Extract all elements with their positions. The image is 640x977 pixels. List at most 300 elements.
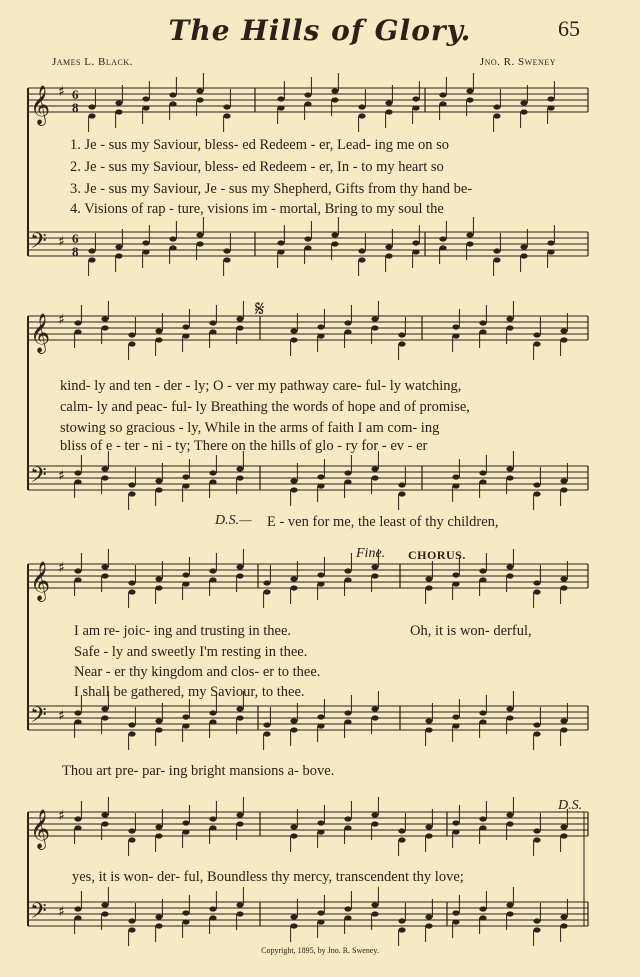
note-head: [412, 96, 419, 101]
note-head: [236, 466, 243, 471]
note-head: [128, 918, 135, 923]
note-head: [547, 105, 554, 110]
note-head: [452, 723, 459, 728]
note-head: [479, 577, 486, 582]
note-head: [344, 816, 351, 821]
note-head: [452, 714, 459, 719]
treble-clef: 𝄞: [30, 809, 51, 849]
note-head: [466, 241, 473, 246]
note-head: [452, 483, 459, 488]
note-head: [182, 333, 189, 338]
note-head: [358, 104, 365, 109]
lyric-line: 3. Je - sus my Saviour, Je - sus my Shepherd, Gifts from thy hand be-: [70, 181, 473, 197]
ds-lyric: E - ven for me, the least of thy children,: [267, 514, 499, 530]
page-number: 65: [558, 16, 580, 41]
note-head: [560, 824, 567, 829]
note-head: [236, 902, 243, 907]
note-head: [385, 109, 392, 114]
note-head: [452, 919, 459, 924]
note-head: [560, 914, 567, 919]
note-head: [398, 918, 405, 923]
note-head: [236, 325, 243, 330]
note-head: [169, 101, 176, 106]
note-head: [169, 92, 176, 97]
note-head: [115, 253, 122, 258]
note-head: [317, 572, 324, 577]
treble-clef: 𝄞: [30, 85, 51, 125]
lyric-line: yes, it is won- der- ful, Boundless thy mercy, transcendent thy love;: [72, 869, 464, 885]
note-head: [371, 715, 378, 720]
note-head: [358, 248, 365, 253]
note-head: [560, 718, 567, 723]
note-head: [155, 923, 162, 928]
note-head: [182, 581, 189, 586]
note-head: [263, 580, 270, 585]
note-head: [88, 113, 95, 118]
note-head: [439, 101, 446, 106]
note-head: [101, 325, 108, 330]
note-head: [182, 324, 189, 329]
ds-marker: D.S.—: [215, 513, 252, 528]
ds-end-marker: D.S.: [558, 798, 583, 813]
note-head: [74, 577, 81, 582]
note-head: [479, 915, 486, 920]
note-head: [209, 470, 216, 475]
note-head: [304, 92, 311, 97]
note-head: [412, 249, 419, 254]
note-head: [506, 706, 513, 711]
time-signature: 6: [72, 231, 79, 246]
note-head: [74, 710, 81, 715]
note-head: [520, 244, 527, 249]
note-head: [88, 257, 95, 262]
note-head: [155, 487, 162, 492]
note-head: [169, 236, 176, 241]
lyric-line: Safe - ly and sweetly I'm resting in thee.: [74, 644, 308, 660]
note-head: [236, 715, 243, 720]
note-head: [155, 585, 162, 590]
note-head: [385, 100, 392, 105]
note-head: [425, 718, 432, 723]
note-head: [371, 812, 378, 817]
note-head: [371, 902, 378, 907]
note-head: [128, 580, 135, 585]
chorus-lyric: Oh, it is won- derful,: [410, 623, 532, 639]
note-head: [155, 727, 162, 732]
note-head: [317, 324, 324, 329]
note-head: [371, 706, 378, 711]
note-head: [223, 248, 230, 253]
note-head: [317, 919, 324, 924]
note-head: [304, 101, 311, 106]
bass-lyric: Thou art pre- par- ing bright mansions a- bove.: [62, 763, 335, 779]
note-head: [209, 479, 216, 484]
copyright-notice: Copyright, 1895, by Jno. R. Sweney.: [261, 946, 379, 955]
note-head: [74, 719, 81, 724]
note-head: [290, 478, 297, 483]
note-head: [263, 589, 270, 594]
note-head: [128, 722, 135, 727]
note-head: [506, 325, 513, 330]
note-head: [277, 96, 284, 101]
note-head: [533, 580, 540, 585]
note-head: [385, 244, 392, 249]
note-head: [452, 910, 459, 915]
note-head: [142, 96, 149, 101]
note-head: [196, 97, 203, 102]
note-head: [209, 568, 216, 573]
sharp-sign: ♯: [58, 904, 65, 920]
note-head: [182, 483, 189, 488]
composer-credit: Jno. R. Sweney: [479, 56, 556, 68]
note-head: [479, 906, 486, 911]
note-head: [560, 478, 567, 483]
time-signature: 8: [72, 244, 79, 259]
note-head: [466, 97, 473, 102]
note-head: [209, 320, 216, 325]
note-head: [331, 88, 338, 93]
note-head: [128, 731, 135, 736]
note-head: [479, 329, 486, 334]
note-head: [560, 576, 567, 581]
note-head: [425, 833, 432, 838]
note-head: [479, 710, 486, 715]
note-head: [115, 244, 122, 249]
note-head: [547, 240, 554, 245]
note-head: [155, 914, 162, 919]
note-head: [101, 911, 108, 916]
note-head: [169, 245, 176, 250]
note-head: [209, 719, 216, 724]
note-head: [304, 245, 311, 250]
note-head: [533, 482, 540, 487]
note-head: [209, 577, 216, 582]
note-head: [358, 113, 365, 118]
lyric-line: Near - er thy kingdom and clos- er to thee.: [74, 664, 321, 680]
note-head: [479, 320, 486, 325]
note-head: [290, 727, 297, 732]
lyric-line: 1. Je - sus my Saviour, bless- ed Redeem - er, Lead- ing me on so: [70, 137, 449, 153]
note-head: [209, 710, 216, 715]
note-head: [479, 719, 486, 724]
note-head: [74, 320, 81, 325]
note-head: [425, 727, 432, 732]
note-head: [236, 564, 243, 569]
note-head: [344, 568, 351, 573]
note-head: [506, 475, 513, 480]
note-head: [317, 333, 324, 338]
note-head: [236, 573, 243, 578]
note-head: [371, 564, 378, 569]
note-head: [398, 341, 405, 346]
lyricist-credit: James L. Black.: [52, 56, 133, 68]
note-head: [560, 833, 567, 838]
note-head: [101, 821, 108, 826]
note-head: [385, 253, 392, 258]
note-head: [209, 816, 216, 821]
lyric-line: kind- ly and ten - der - ly; O - ver my pathway care- ful- ly watching,: [60, 378, 462, 394]
note-head: [74, 825, 81, 830]
note-head: [371, 475, 378, 480]
note-head: [142, 240, 149, 245]
note-head: [533, 332, 540, 337]
note-head: [520, 100, 527, 105]
note-head: [115, 100, 122, 105]
note-head: [371, 911, 378, 916]
note-head: [74, 915, 81, 920]
note-head: [358, 257, 365, 262]
note-head: [155, 576, 162, 581]
note-head: [520, 109, 527, 114]
note-head: [128, 482, 135, 487]
note-head: [425, 576, 432, 581]
note-head: [101, 902, 108, 907]
note-head: [101, 812, 108, 817]
note-head: [74, 568, 81, 573]
note-head: [74, 479, 81, 484]
note-head: [182, 714, 189, 719]
note-head: [547, 249, 554, 254]
note-head: [533, 491, 540, 496]
note-head: [331, 232, 338, 237]
note-head: [74, 816, 81, 821]
note-head: [398, 332, 405, 337]
treble-clef: 𝄞: [30, 561, 51, 601]
lyric-line: I am re- joic- ing and trusting in thee.: [74, 623, 292, 639]
note-head: [398, 828, 405, 833]
note-head: [290, 576, 297, 581]
note-head: [493, 257, 500, 262]
note-head: [101, 316, 108, 321]
note-head: [304, 236, 311, 241]
note-head: [452, 474, 459, 479]
sharp-sign: ♯: [58, 84, 65, 100]
note-head: [344, 825, 351, 830]
note-head: [209, 329, 216, 334]
note-head: [182, 829, 189, 834]
note-head: [506, 902, 513, 907]
note-head: [371, 316, 378, 321]
note-head: [493, 104, 500, 109]
note-head: [344, 915, 351, 920]
time-signature: 8: [72, 100, 79, 115]
note-head: [101, 564, 108, 569]
note-head: [533, 927, 540, 932]
note-head: [209, 915, 216, 920]
note-head: [236, 316, 243, 321]
note-head: [263, 722, 270, 727]
note-head: [290, 337, 297, 342]
time-signature: 6: [72, 87, 79, 102]
note-head: [317, 714, 324, 719]
hymn-title: The Hills of Glory.: [168, 14, 472, 47]
note-head: [452, 333, 459, 338]
note-head: [533, 341, 540, 346]
note-head: [182, 572, 189, 577]
note-head: [317, 820, 324, 825]
note-head: [74, 906, 81, 911]
note-head: [290, 914, 297, 919]
note-head: [412, 105, 419, 110]
sharp-sign: ♯: [58, 312, 65, 328]
lyric-line: 2. Je - sus my Saviour, bless- ed Redeem - er, In - to my heart so: [70, 159, 444, 175]
note-head: [479, 470, 486, 475]
note-head: [290, 833, 297, 838]
note-head: [115, 109, 122, 114]
note-head: [371, 325, 378, 330]
sharp-sign: ♯: [58, 708, 65, 724]
note-head: [101, 573, 108, 578]
note-head: [317, 581, 324, 586]
note-head: [317, 474, 324, 479]
lyric-line: bliss of e - ter - ni - ty; There on the hills of glo - ry for - ev - er: [60, 438, 428, 454]
note-head: [196, 241, 203, 246]
note-head: [520, 253, 527, 258]
note-head: [263, 731, 270, 736]
note-head: [128, 828, 135, 833]
note-head: [560, 337, 567, 342]
sharp-sign: ♯: [58, 234, 65, 250]
note-head: [425, 914, 432, 919]
note-head: [290, 487, 297, 492]
note-head: [223, 104, 230, 109]
note-head: [452, 581, 459, 586]
note-head: [560, 585, 567, 590]
bass-clef: 𝄢: [30, 899, 47, 929]
note-head: [74, 329, 81, 334]
note-head: [425, 923, 432, 928]
note-head: [344, 479, 351, 484]
note-head: [236, 706, 243, 711]
note-head: [506, 812, 513, 817]
note-head: [155, 478, 162, 483]
sharp-sign: ♯: [58, 808, 65, 824]
note-head: [479, 816, 486, 821]
note-head: [452, 572, 459, 577]
note-head: [142, 105, 149, 110]
note-head: [493, 248, 500, 253]
note-head: [155, 337, 162, 342]
note-head: [317, 829, 324, 834]
note-head: [466, 88, 473, 93]
note-head: [493, 113, 500, 118]
note-head: [290, 923, 297, 928]
note-head: [533, 828, 540, 833]
note-head: [425, 585, 432, 590]
note-head: [223, 257, 230, 262]
note-head: [506, 466, 513, 471]
note-head: [317, 483, 324, 488]
note-head: [547, 96, 554, 101]
bass-clef: 𝄢: [30, 463, 47, 493]
lyric-line: stowing so gracious - ly, While in the arms of faith I am com- ing: [60, 420, 440, 436]
note-head: [182, 820, 189, 825]
note-head: [398, 482, 405, 487]
note-head: [331, 97, 338, 102]
note-head: [533, 589, 540, 594]
note-head: [344, 470, 351, 475]
note-head: [128, 837, 135, 842]
note-head: [452, 820, 459, 825]
note-head: [290, 328, 297, 333]
note-head: [506, 715, 513, 720]
note-head: [398, 837, 405, 842]
note-head: [290, 585, 297, 590]
note-head: [560, 923, 567, 928]
note-head: [439, 92, 446, 97]
note-head: [155, 833, 162, 838]
note-head: [209, 825, 216, 830]
note-head: [439, 245, 446, 250]
note-head: [128, 927, 135, 932]
note-head: [74, 470, 81, 475]
note-head: [317, 723, 324, 728]
note-head: [533, 722, 540, 727]
lyric-line: calm- ly and peac- ful- ly Breathing the words of hope and of promise,: [60, 399, 470, 415]
note-head: [452, 829, 459, 834]
note-head: [371, 573, 378, 578]
sharp-sign: ♯: [58, 560, 65, 576]
note-head: [425, 824, 432, 829]
note-head: [155, 328, 162, 333]
note-head: [412, 240, 419, 245]
note-head: [290, 824, 297, 829]
note-head: [506, 821, 513, 826]
note-head: [533, 837, 540, 842]
lyric-line: I shall be gathered, my Saviour, to thee.: [74, 684, 305, 700]
chorus-heading: CHORUS.: [408, 548, 466, 562]
bass-clef: 𝄢: [30, 703, 47, 733]
note-head: [209, 906, 216, 911]
note-head: [182, 919, 189, 924]
note-head: [452, 324, 459, 329]
note-head: [533, 918, 540, 923]
note-head: [344, 719, 351, 724]
note-head: [506, 911, 513, 916]
note-head: [128, 491, 135, 496]
note-head: [236, 475, 243, 480]
note-head: [196, 88, 203, 93]
bass-clef: 𝄢: [30, 229, 47, 259]
note-head: [128, 589, 135, 594]
note-head: [182, 723, 189, 728]
note-head: [236, 911, 243, 916]
note-head: [128, 332, 135, 337]
note-head: [101, 475, 108, 480]
note-head: [101, 466, 108, 471]
note-head: [142, 249, 149, 254]
note-head: [371, 466, 378, 471]
note-head: [155, 718, 162, 723]
note-head: [182, 474, 189, 479]
lyric-line: 4. Visions of rap - ture, visions im - mortal, Bring to my soul the: [70, 201, 444, 217]
note-head: [479, 825, 486, 830]
note-head: [317, 910, 324, 915]
note-head: [344, 906, 351, 911]
note-head: [560, 328, 567, 333]
note-head: [101, 706, 108, 711]
note-head: [331, 241, 338, 246]
fine-marker: Fine.: [356, 546, 386, 561]
note-head: [560, 487, 567, 492]
note-head: [236, 812, 243, 817]
treble-clef: 𝄞: [30, 313, 51, 353]
note-head: [101, 715, 108, 720]
note-head: [88, 104, 95, 109]
note-head: [223, 113, 230, 118]
note-head: [196, 232, 203, 237]
note-head: [344, 577, 351, 582]
